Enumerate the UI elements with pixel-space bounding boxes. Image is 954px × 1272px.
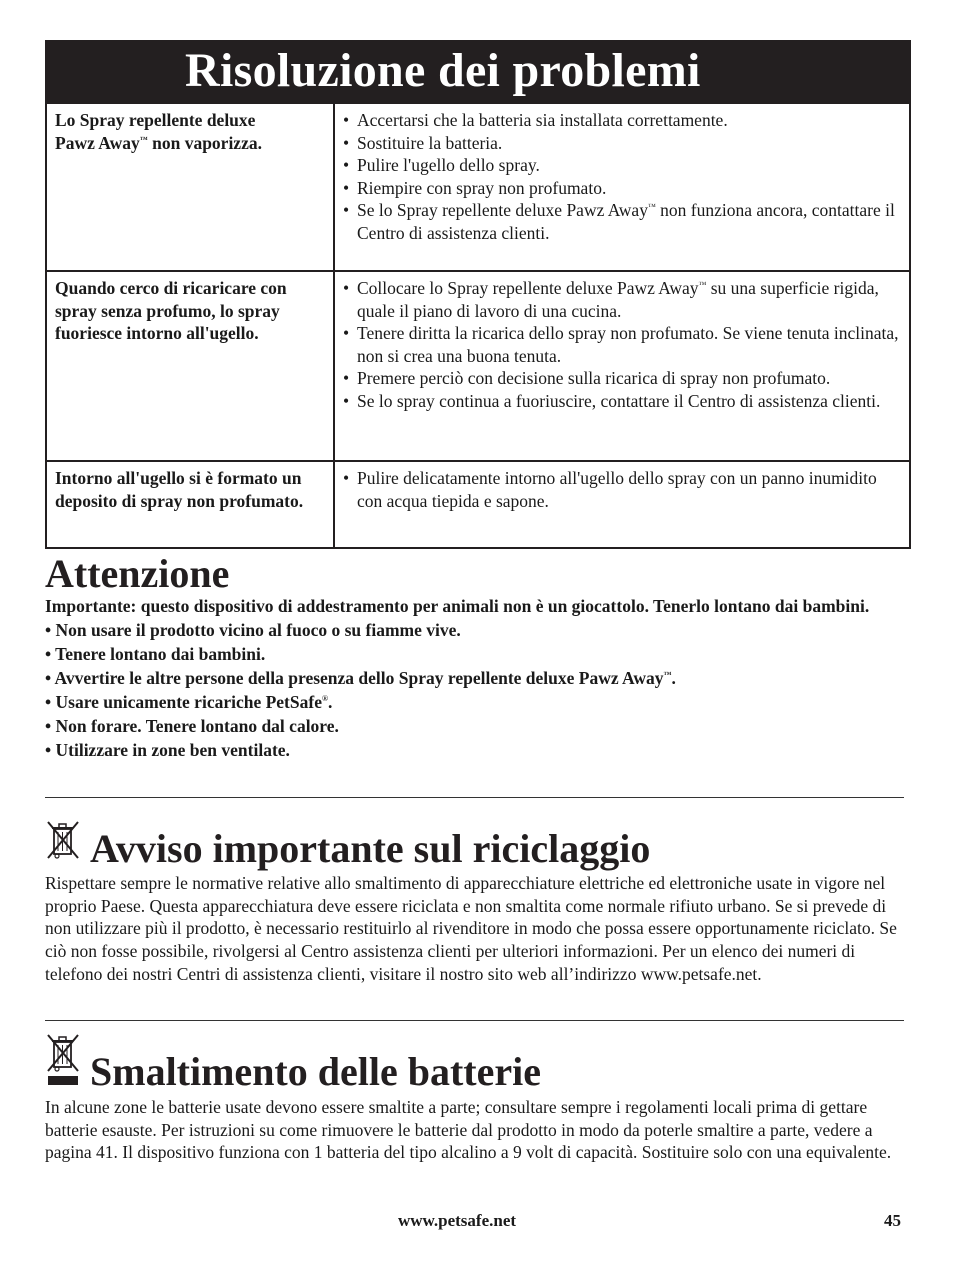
battery-body: In alcune zone le batterie usate devono essere smaltite a parte; consultare sempre i regolamenti locali prima di gettare batterie esauste. Per istruzioni su come rimuovere le batterie dal prodotto in modo da poterle smaltire a parte, vedere a pagina 41. Il dispositivo funziona con 1 batteria del tipo alcalino a 9 volt di capacità. Sostituire solo con una equivalente. (45, 1097, 892, 1163)
list-item: • Non forare. Tenere lontano dal calore. (45, 716, 339, 736)
list-item: • Premere perciò con decisione sulla ricarica di spray non profumato. (343, 367, 899, 390)
solution-cell (334, 271, 910, 461)
list-item: • Non usare il prodotto vicino al fuoco o su fiamme vive. (45, 620, 461, 640)
list-item: • Riempire con spray non profumato. (343, 177, 899, 200)
warning-intro: Importante: questo dispositivo di addestramento per animali non è un giocattolo. Tenerlo lontano dai bambini. (45, 596, 870, 616)
solution-cell (334, 103, 910, 271)
problem-text: Lo Spray repellente deluxe (55, 110, 256, 130)
list-item: • Tenere diritta la ricarica dello spray non profumato. Se viene tenuta inclinata, non si crea una buona tenuta. (343, 322, 899, 367)
list-item: • Se lo Spray repellente deluxe Pawz Away™ non funziona ancora, contattare il Centro di assistenza clienti. (343, 199, 899, 244)
warning-section (45, 594, 911, 762)
divider (45, 797, 904, 798)
registered-symbol: ® (321, 694, 328, 703)
list-item: • Avvertire le altre persone della presenza dello Spray repellente deluxe Pawz Away™. (45, 668, 676, 688)
page-number: 45 (884, 1211, 901, 1230)
problem-text: non vaporizza. (147, 132, 262, 153)
battery-heading: Smaltimento delle batterie (90, 1049, 541, 1094)
trademark-symbol: ™ (698, 280, 707, 289)
list-item: • Utilizzare in zone ben ventilate. (45, 740, 290, 760)
list-item: • Se lo spray continua a fuoriuscire, contattare il Centro di assistenza clienti. (343, 390, 899, 413)
table-row (46, 271, 910, 461)
battery-bin-icon (46, 1033, 80, 1091)
list-item: • Usare unicamente ricariche PetSafe®. (45, 692, 333, 712)
crossed-bin-icon (46, 820, 80, 864)
recycling-heading: Avviso importante sul riciclaggio (90, 826, 651, 871)
divider (45, 1020, 904, 1021)
trademark-symbol: ™ (663, 670, 672, 679)
list-item: • Accertarsi che la batteria sia installata correttamente. (343, 109, 899, 132)
trademark-symbol: ™ (647, 202, 656, 211)
list-item: • Sostituire la batteria. (343, 132, 899, 155)
list-item: • Tenere lontano dai bambini. (45, 644, 266, 664)
problem-cell (46, 271, 334, 461)
problem-text: Quando cerco di ricaricare con spray senza profumo, lo spray fuoriesce intorno all'ugello. (55, 278, 287, 343)
troubleshooting-table (45, 102, 911, 549)
problem-cell (46, 461, 334, 548)
problem-cell (46, 103, 334, 271)
footer-url: www.petsafe.net (398, 1211, 517, 1230)
trademark-symbol: ™ (139, 134, 148, 144)
page-title: Risoluzione dei problemi (45, 40, 911, 102)
solution-cell (334, 461, 910, 548)
recycling-body: Rispettare sempre le normative relative allo smaltimento di apparecchiature elettriche ed elettroniche usate in vigore nel proprio Paese. Questa apparecchiatura deve essere riciclata e non smaltita come normale rifiuto urbano. Se si prevede di non utilizzare più il prodotto, è necessario restituirlo al rivenditore in modo che possa essere opportunamente riciclato. Se ciò non fosse possibile, rivolgersi al Centro assistenza clienti per ulteriori informazioni. Per un elenco dei numeri di telefono dei nostri Centri di assistenza clienti, visitare il nostro sito web all’indirizzo www.petsafe.net. (45, 873, 897, 984)
list-item: • Pulire delicatamente intorno all'ugello dello spray con un panno inumidito con acqua tiepida e sapone. (343, 467, 899, 512)
warning-heading: Attenzione (45, 551, 230, 596)
problem-text: Pawz Away (55, 132, 140, 153)
list-item: • Pulire l'ugello dello spray. (343, 154, 899, 177)
table-row (46, 461, 910, 548)
list-item: • Collocare lo Spray repellente deluxe Pawz Away™ su una superficie rigida, quale il piano di lavoro di una cucina. (343, 277, 899, 322)
table-row (46, 103, 910, 271)
problem-text: Intorno all'ugello si è formato un deposito di spray non profumato. (55, 468, 304, 511)
